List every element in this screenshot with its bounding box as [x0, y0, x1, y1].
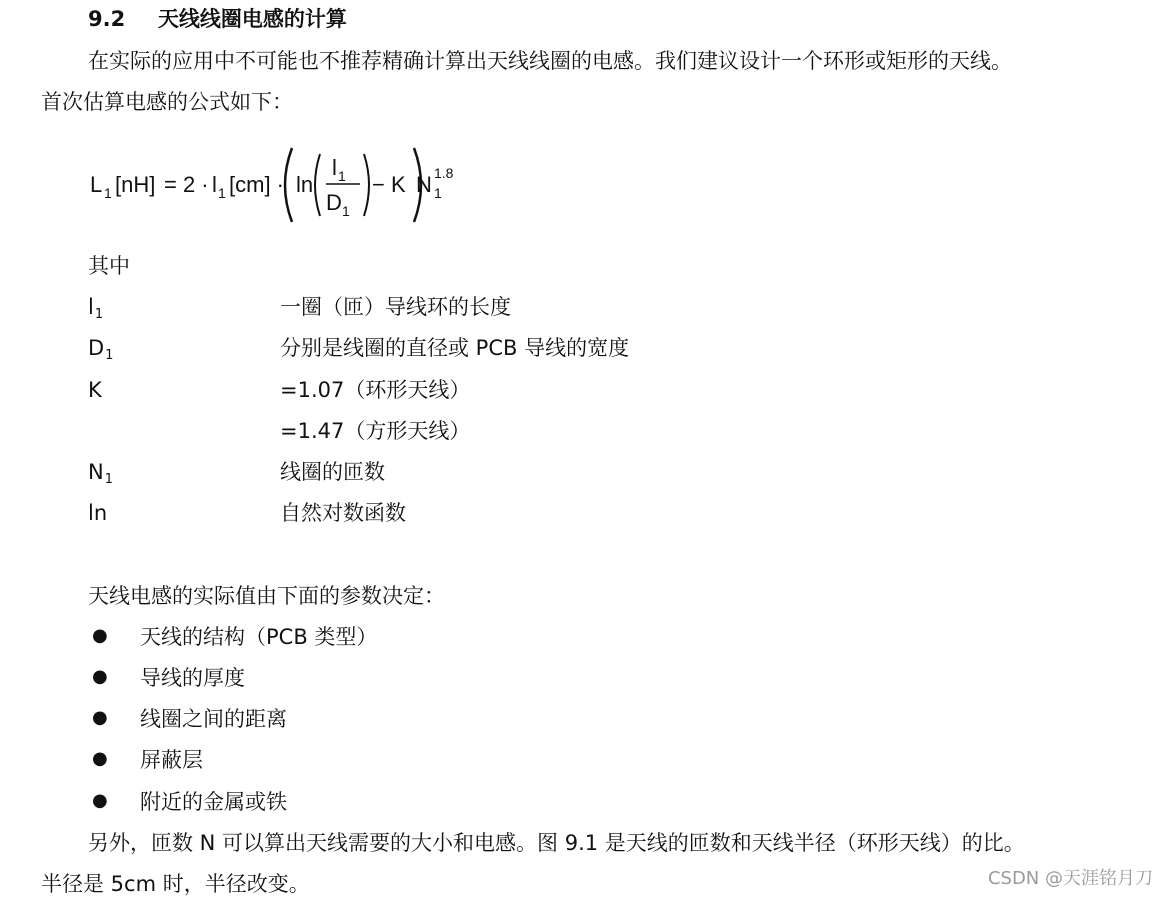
- closing-line-2: 半径是 5cm 时，半径改变。: [41, 872, 310, 896]
- definition-value: =1.47（方形天线）: [280, 419, 471, 443]
- formula-eq: = 2 ·: [164, 172, 209, 197]
- formula-lhs: L: [90, 172, 103, 197]
- definition-key: ln: [88, 501, 108, 525]
- definition-key: D1: [88, 336, 114, 363]
- intro-line-2: 首次估算电感的公式如下：: [41, 90, 293, 114]
- definition-key: [88, 421, 89, 442]
- definition-key: K: [88, 378, 102, 402]
- formula-small-paren-left: [315, 154, 320, 216]
- definition-value: 分别是线圈的直径或 PCB 导线的宽度: [280, 336, 630, 360]
- closing-line-1: 另外，匝数 N 可以算出天线需要的大小和电感。图 9.1 是天线的匝数和天线半径（环形天线）的比。: [88, 831, 1025, 855]
- formula-n-sub: 1: [434, 185, 442, 201]
- watermark: CSDN @天涯铭月刀: [987, 868, 1153, 889]
- list-item-text: 导线的厚度: [140, 666, 245, 690]
- formula-l-sub: 1: [218, 185, 226, 201]
- formula-n: N: [416, 172, 432, 197]
- definition-value: =1.07（环形天线）: [280, 378, 471, 402]
- formula-big-paren-left: [285, 148, 292, 222]
- formula-ln: ln: [296, 172, 314, 197]
- bullet-icon: ●: [92, 707, 108, 728]
- formula-lhs-sub: 1: [104, 185, 112, 201]
- params-intro: 天线电感的实际值由下面的参数决定：: [88, 584, 445, 608]
- section-title: 天线线圈电感的计算: [157, 7, 347, 31]
- formula-small-paren-right: [364, 154, 369, 216]
- definition-value: 一圈（匝）导线环的长度: [280, 295, 511, 319]
- intro-line-1: 在实际的应用中不可能也不推荐精确计算出天线线圈的电感。我们建议设计一个环形或矩形的天线。: [88, 49, 1012, 73]
- bullet-icon: ●: [92, 790, 108, 811]
- definition-key: N1: [88, 460, 113, 487]
- formula-num: l: [332, 155, 337, 180]
- inductance-formula: [88, 140, 468, 230]
- formula-lhs-unit: [nH]: [115, 172, 156, 197]
- bullet-icon: ●: [92, 666, 108, 687]
- bullet-icon: ●: [92, 625, 108, 646]
- definition-value: 线圈的匝数: [280, 460, 385, 484]
- formula-l-unit: [cm] ·: [229, 172, 284, 197]
- formula-den-sub: 1: [342, 203, 350, 219]
- formula-l: l: [212, 172, 217, 197]
- list-item-text: 附近的金属或铁: [140, 790, 287, 814]
- section-number: 9.2: [88, 7, 126, 31]
- formula-svg: [88, 140, 468, 230]
- formula-minus-k: − K: [372, 172, 406, 197]
- formula-den: D: [326, 190, 342, 215]
- bullet-icon: ●: [92, 748, 108, 769]
- formula-n-exp: 1.8: [434, 165, 454, 181]
- section-heading: [88, 9, 347, 30]
- list-item-text: 线圈之间的距离: [140, 707, 287, 731]
- formula-num-sub: 1: [338, 168, 346, 184]
- definition-value: 自然对数函数: [280, 501, 406, 525]
- list-item-text: 天线的结构（PCB 类型）: [140, 625, 378, 649]
- list-item-text: 屏蔽层: [140, 748, 203, 772]
- definition-key: l1: [88, 295, 104, 322]
- where-label: 其中: [88, 254, 130, 278]
